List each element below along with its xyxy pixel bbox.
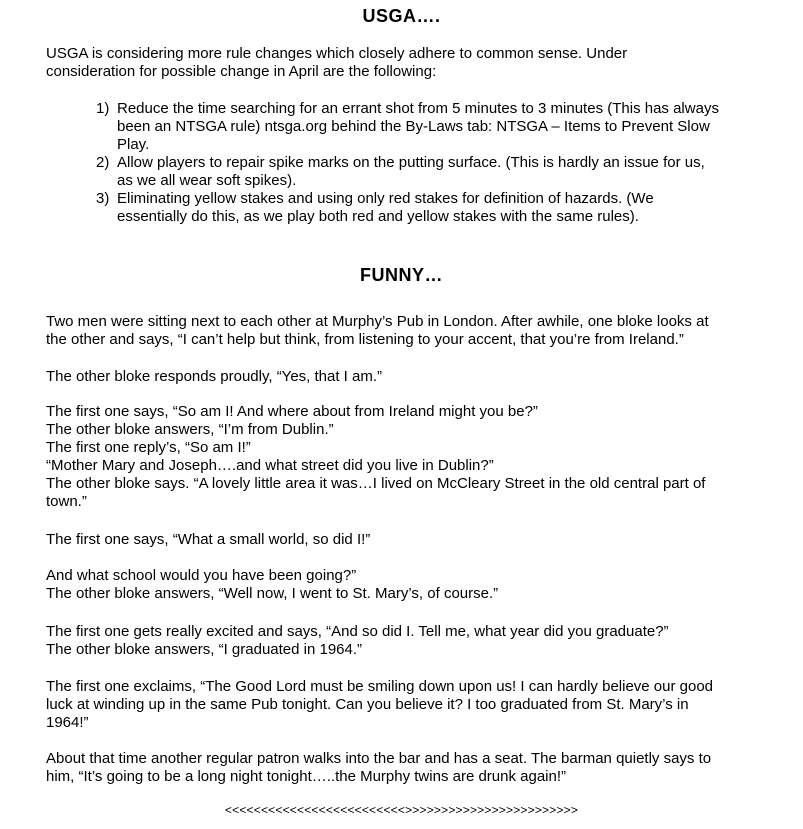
joke-line: The other bloke answers, “I’m from Dublin.” [46, 421, 334, 438]
joke-line: And what school would you have been going?” [46, 567, 357, 584]
usga-intro [46, 45, 766, 81]
list-item-line: essentially do this, as we play both red and yellow stakes with the same rules). [117, 208, 639, 225]
joke-paragraph [46, 623, 766, 659]
list-item [96, 154, 766, 190]
joke-line: The first one says, “What a small world, so did I!” [46, 531, 371, 548]
list-number: 2) [96, 154, 110, 171]
joke-line: The other bloke answers, “I graduated in 1964.” [46, 641, 363, 658]
joke-line: the other and says, “I can’t help but think, from listening to your accent, that you’re from Ireland.” [46, 331, 684, 348]
list-item-line: been an NTSGA rule) ntsga.org behind the By-Laws tab: NTSGA – Items to Prevent Slow [117, 118, 710, 135]
joke-line: 1964!” [46, 714, 89, 731]
joke-line: him, “It’s going to be a long night tonight…..the Murphy twins are drunk again!” [46, 768, 567, 785]
usga-heading: USGA…. [362, 6, 441, 26]
joke-paragraph [46, 567, 766, 603]
joke-line: Two men were sitting next to each other at Murphy’s Pub in London. After awhile, one bloke looks at [46, 313, 709, 330]
joke-paragraph [46, 678, 766, 732]
joke-line: town.” [46, 493, 87, 510]
joke-line: luck at winding up in the same Pub tonight. Can you believe it? I too graduated from St. Mary’s in [46, 696, 689, 713]
list-item [96, 100, 766, 154]
usga-intro-line: USGA is considering more rule changes which closely adhere to common sense. Under [46, 45, 628, 62]
joke-line: About that time another regular patron walks into the bar and has a seat. The barman quietly says to [46, 750, 712, 767]
list-number: 3) [96, 190, 110, 207]
list-item-line: Eliminating yellow stakes and using only red stakes for definition of hazards. (We [117, 190, 654, 207]
usga-rule-list [96, 100, 766, 226]
list-item-line: Play. [117, 136, 150, 153]
joke-paragraph [46, 531, 766, 549]
list-item-line: as we all wear soft spikes). [117, 172, 297, 189]
list-item-line: Allow players to repair spike marks on the putting surface. (This is hardly an issue for us, [117, 154, 705, 171]
joke-line: The other bloke says. “A lovely little area it was…I lived on McCleary Street in the old central part of [46, 475, 706, 492]
joke-line: The first one reply’s, “So am I!” [46, 439, 251, 456]
list-item-line: Reduce the time searching for an errant shot from 5 minutes to 3 minutes (This has always [117, 100, 719, 117]
joke-line: The other bloke responds proudly, “Yes, that I am.” [46, 368, 383, 385]
joke-line: The first one says, “So am I! And where about from Ireland might you be?” [46, 403, 538, 420]
joke-line: The first one exclaims, “The Good Lord must be smiling down upon us! I can hardly believe our good [46, 678, 714, 695]
joke-line: “Mother Mary and Joseph….and what street did you live in Dublin?” [46, 457, 494, 474]
arrow-divider: <<<<<<<<<<<<<<<<<<<<<<<<<>>>>>>>>>>>>>>>>>>>>>>>> [224, 803, 579, 817]
list-item [96, 190, 766, 226]
funny-heading: FUNNY… [360, 265, 443, 285]
list-number: 1) [96, 100, 110, 117]
joke-paragraph [46, 403, 766, 511]
joke-line: The first one gets really excited and says, “And so did I. Tell me, what year did you graduate?” [46, 623, 669, 640]
joke-paragraph [46, 368, 766, 386]
joke-paragraph [46, 750, 766, 786]
joke-paragraph [46, 313, 766, 349]
usga-intro-line: consideration for possible change in April are the following: [46, 63, 437, 80]
joke-line: The other bloke answers, “Well now, I went to St. Mary’s, of course.” [46, 585, 499, 602]
